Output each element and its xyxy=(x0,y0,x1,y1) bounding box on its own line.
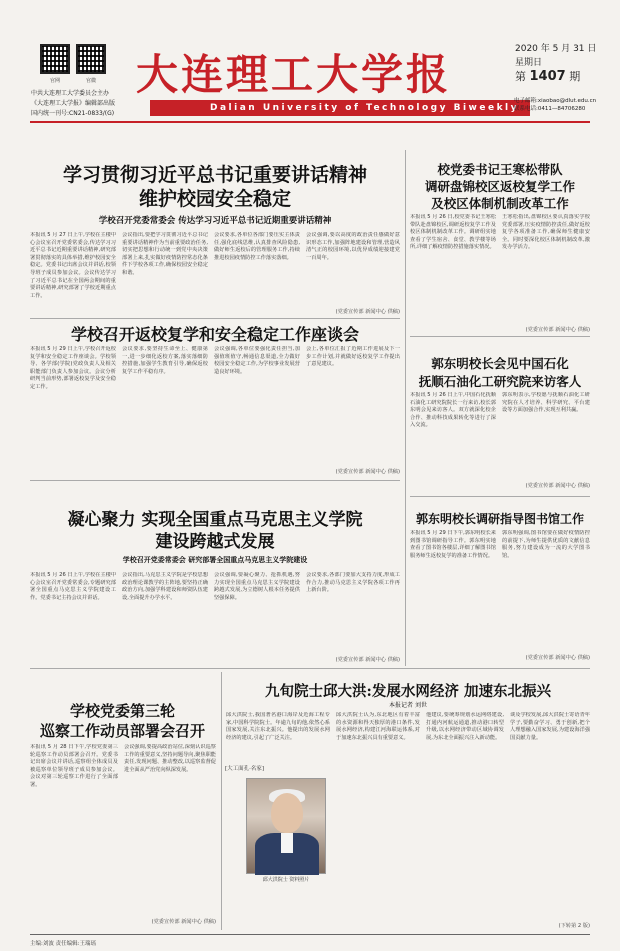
publish-weekday: 星期日 xyxy=(515,58,543,68)
article3-col3: 会议强调,要凝心聚力、抢抓机遇,努力实现全国重点马克思主义学院建设跨越式发展,为立德树人根本任务提供坚强保障。 xyxy=(214,572,300,601)
article3-subhead: 学校召开党委常委会 研究部署全国重点马克思主义学院建设 xyxy=(122,556,308,564)
qr-code-website[interactable] xyxy=(40,44,70,74)
portrait-caption: 邱大洪院士 资料照片 xyxy=(262,877,310,883)
masthead-rule xyxy=(30,121,590,123)
qr-label-website: 官网 xyxy=(49,78,60,84)
article3-credit: (党委宣传部 新闻中心 供稿) xyxy=(335,657,400,663)
article2-col3: 会议强调,各单位要强化责任担当,加强值班值守,畅通信息渠道,全力做好校园安全稳定工作,为学校事业发展营造良好环境。 xyxy=(214,346,300,375)
article8-col2: 邱大洪院士认为,东北地区有着丰富的水资源和得天独厚的港口条件,发展水网经济,构建江河海联运体系,对于加速东北振兴具有重要意义。 xyxy=(336,712,420,741)
article6-headline-line1[interactable]: 郭东明校长会见中国石化 xyxy=(431,356,569,371)
article1-col3: 会议要求,各单位各部门要压实主体责任,强化底线思维,认真排查风险隐患,做好师生返校后的管理服务工作,持续推进校园疫情防控工作落实落细。 xyxy=(214,232,300,261)
article5-headline-line1[interactable]: 校党委书记王寒松带队 xyxy=(437,162,563,177)
contact-info xyxy=(514,98,596,113)
article2-credit: (党委宣传部 新闻中心 供稿) xyxy=(335,469,400,475)
article8-headline-visible[interactable] xyxy=(226,680,590,701)
portrait-face xyxy=(271,793,303,833)
article8-col4: 谈及学校发展,邱大洪院士寄语青年学子,要勤奋学习、勇于创新,把个人理想融入国家发展,为建设海洋强国贡献力量。 xyxy=(510,712,590,741)
divider-vertical-right xyxy=(405,150,406,666)
article1-headline-line1[interactable]: 学习贯彻习近平总书记重要讲话精神 xyxy=(62,164,367,186)
article4-headline-line1[interactable]: 学校党委第三轮 xyxy=(69,702,175,720)
editor-line: 《大连理工大学报》编辑部出版 xyxy=(31,100,116,107)
footer-rule xyxy=(30,934,590,935)
article4-credit: (党委宣传部 新闻中心 供稿) xyxy=(151,919,216,925)
article3-col1: 本报讯 5 月 26 日上午,学校在主楼中心会议室召开党委常委会,专题研究部署全国重点马克思主义学院建设工作。党委书记主持会议并讲话。 xyxy=(30,572,116,601)
portrait-shirt xyxy=(281,833,293,853)
newspaper-title: 大连理工大学报 xyxy=(136,50,452,99)
article5-headline-line3[interactable]: 及校区体制机制改革工作 xyxy=(431,196,569,211)
article1-col1: 本报讯 5 月 27 日上午,学校在主楼中心会议室召开党委常委会,传达学习习近平总书记近期重要讲话精神,研究部署贯彻落实的具体举措,维护校园安全稳定。党委书记出席会议并讲话,校领导班子成员参加会议。会议传达学习了习近平总书记在全国两会期间的重要讲话精神,研究部署了学校近期重点工作。 xyxy=(30,232,116,299)
contact-email[interactable]: 电子邮箱:xiaobao@dlut.edu.cn xyxy=(514,98,597,104)
article1-col4: 会议强调,要以高度的政治责任感做好意识形态工作,加强阵地建设和管理,营造风清气正的校园环境,以优异成绩迎接建党一百周年。 xyxy=(306,232,400,261)
article3-headline-line1[interactable]: 凝心聚力 实现全国重点马克思主义学院 xyxy=(67,510,363,530)
article8-col1: 邱大洪院士,我国著名港口海岸及近海工程专家,中国科学院院士。年逾九旬的他,依然心系国家发展,关注东北振兴。他提出的发展水网经济的建议,引起了广泛关注。 xyxy=(226,712,330,741)
cn-number-line: 国内统一刊号:CN21-0833/(G) xyxy=(31,110,115,117)
article4-col1: 本报讯 5 月 28 日下午,学校党委第三轮巡察工作动员部署会召开。党委书记出席会议并讲话,巡察组全体成员及被巡察单位领导班子成员参加会议。会议对第三轮巡察工作进行了全面部署。 xyxy=(30,744,118,788)
divider-a1-a2 xyxy=(30,318,400,319)
article5-col2: 王寒松指出,盘锦校区要认真落实学校党委部署,压实疫情防控责任,做好返校复学各项准备工作,确保师生健康安全。同时要深化校区体制机制改革,激发办学活力。 xyxy=(502,214,590,251)
article6-headline-line2[interactable]: 抚顺石油化工研究院来访客人 xyxy=(418,374,582,389)
article7-col2: 郭东明强调,图书馆要在做好疫情防控的前提下,为师生提供优质的文献信息服务,努力建设成为一流的大学图书馆。 xyxy=(502,530,590,559)
newspaper-subtitle: Dalian University of Technology Biweekly xyxy=(150,100,530,116)
qr-label-wechat: 官微 xyxy=(85,78,96,84)
article2-col4: 会上,各单位汇报了近期工作进展及下一步工作计划,并就做好返校复学工作提出了意见建议。 xyxy=(306,346,400,368)
qr-code-wechat[interactable] xyxy=(76,44,106,74)
article3-col4: 会议要求,各部门要加大支持力度,形成工作合力,推动马克思主义学院各项工作再上新台阶。 xyxy=(306,572,400,594)
article1-headline-line2[interactable]: 维护校园安全稳定 xyxy=(138,188,291,210)
article6-col1: 本报讯 5 月 26 日上午,中国石化抚顺石油化工研究院院长一行来访,校长郭东明会见来访客人。双方就深化校企合作、推动科技成果转化等进行了深入交流。 xyxy=(410,392,496,429)
article5-col1: 本报讯 5 月 26 日,校党委书记王寒松带队赴盘锦校区,调研返校复学工作及校区体制机制改革工作。调研组实地查看了学生宿舍、食堂、教学楼等场所,详细了解疫情防控措施落实情况。 xyxy=(410,214,496,251)
article8-col3: 他建议,要统筹规划水运网络建设,打通内河航运通道,推动港口转型升级,以水网经济带动区域协调发展,为东北全面振兴注入新动能。 xyxy=(426,712,504,741)
article8-column-tag: [大工面孔·名家] xyxy=(225,766,265,772)
article1-subhead: 学校召开党委常委会 传达学习习近平总书记近期重要讲话精神 xyxy=(98,216,332,226)
article7-credit: (党委宣传部 新闻中心 供稿) xyxy=(525,655,590,661)
article8-continued[interactable]: (下转第 2 版) xyxy=(558,923,590,929)
article2-col1: 本报讯 5 月 29 日上午,学校召开返校复学和安全稳定工作座谈会。学校领导、各学部(学院)党政负责人及相关职能部门负责人参加会议。会议分析研判当前形势,部署返校复学及安全稳定工作。 xyxy=(30,346,116,390)
contact-phone: 联系电话:0411—84706280 xyxy=(514,105,586,112)
date-block xyxy=(515,42,596,84)
article2-col2: 会议要求,要坚持生命至上、健康第一,进一步细化返校方案,落实落细防控措施,加强学生教育引导,确保返校复学工作平稳有序。 xyxy=(122,346,208,375)
article4-col2: 会议强调,要提高政治站位,深刻认识巡察工作的重要意义,坚持问题导向,聚焦职能责任,发现问题、推动整改,以巡察监督促进全面从严治党向纵深发展。 xyxy=(124,744,216,773)
footer-editors: 主编:刘波 责任编辑:王瑞瑶 xyxy=(30,941,96,947)
publish-date: 2020 年 5 月 31 日 xyxy=(515,44,597,54)
divider-a5-a6 xyxy=(410,336,590,337)
divider-a3-bottom xyxy=(30,668,590,669)
article1-credit: (党委宣传部 新闻中心 供稿) xyxy=(335,309,400,315)
article5-headline-line2[interactable]: 调研盘锦校区返校复学工作 xyxy=(424,179,575,194)
article6-col2: 郭东明表示,学校愿与抚顺石油化工研究院在人才培养、科学研究、平台建设等方面加强合作,实现互利共赢。 xyxy=(502,392,590,414)
article5-credit: (党委宣传部 新闻中心 供稿) xyxy=(525,327,590,333)
article8-headline-text: 九旬院士邱大洪:发展水网经济 加速东北振兴 xyxy=(265,683,551,700)
article8-byline: 本报记者 刘世 xyxy=(389,702,427,709)
article1-col2: 会议指出,要把学习贯彻习近平总书记重要讲话精神作为当前重要政治任务,切实把思想和行动统一到党中央决策部署上来,扎实做好疫情防控常态化条件下学校各项工作,确保校园安全稳定和谐。 xyxy=(122,232,208,276)
divider-a6-a7 xyxy=(410,496,590,497)
article4-headline-line2[interactable]: 巡察工作动员部署会召开 xyxy=(39,722,205,740)
qiu-dahong-portrait xyxy=(246,778,326,874)
divider-vertical-bottom xyxy=(221,672,222,930)
article7-headline[interactable]: 郭东明校长调研指导图书馆工作 xyxy=(415,512,584,526)
divider-a2-a3 xyxy=(30,480,400,481)
article3-col2: 会议指出,马克思主义学院是学校思想政治理论课教学的主阵地,要坚持正确政治方向,加强学科建设和师资队伍建设,全面提升办学水平。 xyxy=(122,572,208,601)
publisher-line: 中共大连理工大学委员会主办 xyxy=(31,90,110,97)
article3-headline-line2[interactable]: 建设跨越式发展 xyxy=(155,532,275,552)
article2-headline[interactable]: 学校召开返校复学和安全稳定工作座谈会 xyxy=(70,325,359,344)
article7-col1: 本报讯 5 月 29 日下午,郭东明校长来到图书馆调研指导工作。郭东明实地查看了图书馆各楼层,详细了解图书馆服务师生返校复学的准备工作情况。 xyxy=(410,530,496,559)
article6-credit: (党委宣传部 新闻中心 供稿) xyxy=(525,483,590,489)
issue-number: 第 1407 期 xyxy=(515,69,581,84)
